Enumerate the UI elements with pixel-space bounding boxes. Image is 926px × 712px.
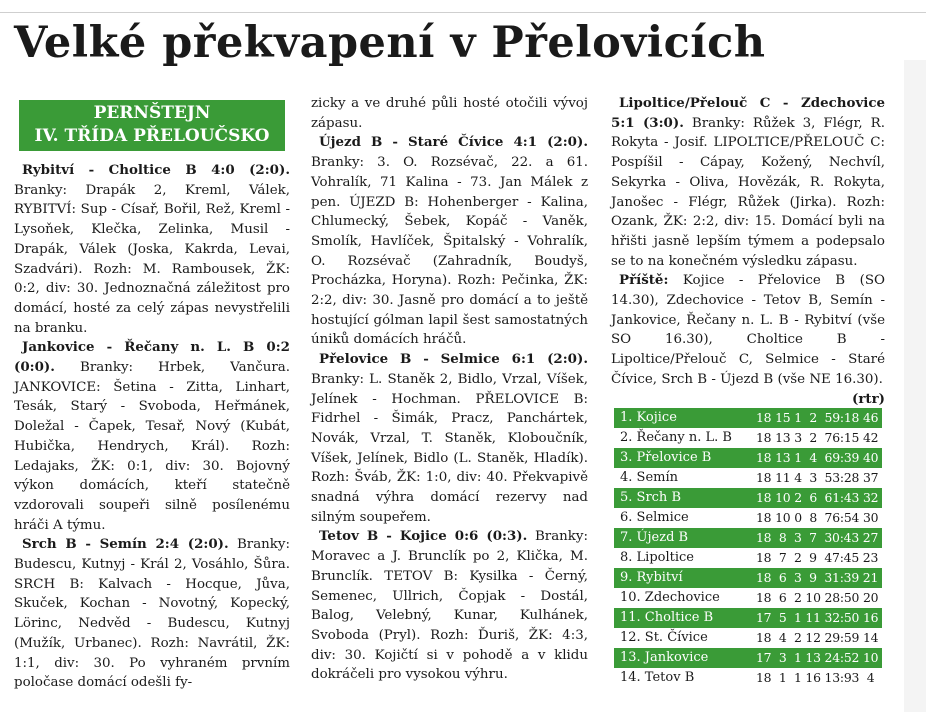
- standings-row: [614, 508, 882, 528]
- team-stats: 18 6 3 9 31:39 21: [756, 568, 882, 588]
- match-text: Branky: Budescu, Kutnyj - Král 2, Vosáhlo, Šůra. SRCH B: Kalvach - Hocque, Jůva, Skuček, Kochan - Novotný, Kopecký, Lörinc, Nedvěd - Budescu, Kutnyj (Mužík, Urbanec). Rozh: Navrátil, ŽK: 1:1, div: 30. Po vyhraném prvním poločase domácí odešli fy-: [14, 537, 290, 691]
- match-heading: Rybitví - Choltice B 4:0 (2:0).: [22, 162, 290, 178]
- team-name: 8. Lipoltice: [620, 549, 694, 565]
- match-report: [311, 350, 588, 527]
- team-stats: 18 7 2 9 47:45 23: [756, 549, 879, 565]
- column-1: [14, 94, 290, 693]
- team-stats: 18 15 1 2 59:18 46: [756, 408, 882, 428]
- banner-line-1: PERNŠTEJN: [93, 103, 211, 123]
- team-stats: 18 4 2 12 29:59 14: [756, 629, 879, 645]
- standings-row: [614, 528, 882, 548]
- match-text: zicky a ve druhé půli hosté otočili vývoj zápasu.: [311, 96, 588, 131]
- standings-row: [614, 548, 882, 568]
- match-text: Branky: 3. O. Rozsévač, 22. a 61. Vohralík, 71 Kalina - 73. Jan Málek z pen. ÚJEZD B: Hohenberger - Kalina, Chlumecký, Šebek, Kopáč - Vaněk, Smolík, Havlíček, Špitalský - Vohralík, O. Rozsévač (Zahradník, Boudyš, Procházka, Horyna). Rozh: Pečinka, ŽK: 2:2, div: 30. Jasně pro domácí a to ještě hostující gólman lapil šest samostatných úniků domácích hráčů.: [311, 155, 588, 348]
- page-top-rule: [0, 0, 926, 13]
- team-stats: 17 5 1 11 32:50 16: [756, 608, 882, 628]
- team-name: 7. Újezd B: [614, 528, 756, 548]
- standings-row: [614, 628, 882, 648]
- standings-row: [614, 428, 882, 448]
- match-heading: Jankovice - Řečany n. L. B 0:2 (0:0).: [14, 339, 290, 376]
- standings-table: [614, 408, 882, 688]
- match-heading: Přelovice B - Selmice 6:1 (2:0).: [319, 351, 588, 368]
- match-report: [14, 535, 290, 693]
- next-round-text: Kojice - Přelovice B (SO 14.30), Zdechovice - Tetov B, Semín - Jankovice, Řečany n. L. B - Rybitví (vše SO 16.30), Choltice B - Lipoltice/Přelouč C, Selmice - Staré Čívice, Srch B - Újezd B (vše NE 16.30).: [611, 273, 885, 387]
- team-name: 5. Srch B: [614, 488, 756, 508]
- next-round-heading: Příště:: [619, 272, 669, 289]
- team-stats: 18 1 1 16 13:93 4: [756, 669, 875, 685]
- team-stats: 18 11 4 3 53:28 37: [756, 469, 879, 485]
- team-name: 12. St. Čívice: [620, 629, 708, 645]
- team-stats: 18 10 2 6 61:43 32: [756, 488, 882, 508]
- match-text: Branky: Hrbek, Vančura. JANKOVICE: Šetina - Zitta, Linhart, Tesák, Starý - Svoboda, Heřmánek, Doležal - Čapek, Tesař, Nový (Kubát, Hubička, Hendrych, Král). Rozh: Ledajaks, ŽK: 0:1, div: 30. Bojovný výkon domácích, kteří statečně vzdorovali soupeři silně posílenému hráči A týmu.: [14, 360, 290, 533]
- league-banner: [19, 100, 285, 151]
- team-name: 1. Kojice: [614, 408, 756, 428]
- team-name: 6. Selmice: [620, 509, 689, 525]
- standings-row: [614, 648, 882, 668]
- standings-row: [614, 668, 882, 688]
- team-name: 4. Semín: [620, 469, 678, 485]
- match-text: Branky: Drapák 2, Kreml, Válek, RYBITVÍ: Sup - Císař, Bořil, Rež, Kreml - Lysoňek, Klečka, Zelinka, Musil - Drapák, Válek (Joska, Kakrda, Levai, Szadvári). Rozh: M. Rambousek, ŽK: 0:2, div: 30. Jednoznačná záležitost pro domácí, hosté za celý zápas nevystřelili na branku.: [14, 182, 290, 336]
- match-report: [611, 94, 885, 271]
- column-2: [311, 94, 588, 685]
- team-name: 9. Rybitví: [614, 568, 756, 588]
- team-stats: 18 8 3 7 30:43 27: [756, 528, 882, 548]
- match-report-continued: [311, 94, 588, 133]
- team-stats: 18 6 2 10 28:50 20: [756, 589, 879, 605]
- match-text: Branky: Moravec a J. Brunclík po 2, Klička, M. Brunclík. TETOV B: Kysilka - Černý, Semenec, Ullrich, Čopjak - Dostál, Balog, Velebný, Kunar, Kulhánek, Svoboda (Pryl). Rozh: Ďuriš, ŽK: 4:3, div: 30. Kojičtí si v pohodě a v klidu dokráčeli pro vysokou výhru.: [311, 529, 588, 683]
- match-text: Branky: Růžek 3, Flégr, R. Rokyta - Josif. LIPOLTICE/PŘELOUČ C: Pospíšil - Cápay, Kožený, Nechvíl, Sekyrka - Oliva, Hovězák, R. Rokyta, Janošec - Flégr, Růžek (Jirka). Rozh: Ozank, ŽK: 2:2, div: 15. Domácí byli na hřišti jasně lepším týmem a podepsalo se to na konečném výsledku zápasu.: [611, 115, 885, 269]
- standings-row: [614, 588, 882, 608]
- author-tag: (rtr): [852, 390, 885, 407]
- team-stats: 17 3 1 13 24:52 10: [756, 648, 882, 668]
- team-stats: 18 10 0 8 76:54 30: [756, 509, 879, 525]
- match-report: [14, 161, 290, 338]
- team-stats: 18 13 1 4 69:39 40: [756, 448, 882, 468]
- match-text: Branky: L. Staněk 2, Bidlo, Vrzal, Víšek, Jelínek - Hochman. PŘELOVICE B: Fidrhel - Šimák, Pracz, Panchártek, Novák, Vrzal, T. Staněk, Kloboučník, Víšek, Jelínek, Bidlo (L. Staněk, Hladík). Rozh: Šváb, ŽK: 1:0, div: 40. Překvapivě snadná výhra domácí rezervy nad silným soupeřem.: [311, 371, 588, 525]
- match-heading: Tetov B - Kojice 0:6 (0:3).: [319, 528, 528, 545]
- team-name: 11. Choltice B: [614, 608, 756, 628]
- column-3: [611, 94, 885, 409]
- team-name: 13. Jankovice: [614, 648, 756, 668]
- match-heading: Újezd B - Staré Čívice 4:1 (2:0).: [319, 134, 588, 151]
- standings-row: [614, 568, 882, 588]
- team-name: 14. Tetov B: [620, 669, 695, 685]
- match-report: [14, 338, 290, 535]
- standings-row: [614, 488, 882, 508]
- match-report: [311, 527, 588, 685]
- standings-row: [614, 408, 882, 428]
- standings-row: [614, 468, 882, 488]
- standings-row: [614, 608, 882, 628]
- team-name: 10. Zdechovice: [620, 589, 720, 605]
- match-heading: Srch B - Semín 2:4 (2:0).: [22, 536, 229, 553]
- team-stats: 18 13 3 2 76:15 42: [756, 429, 879, 445]
- match-report: [311, 133, 588, 350]
- standings-row: [614, 448, 882, 468]
- banner-line-2: IV. TŘÍDA PŘELOUČSKO: [34, 126, 270, 146]
- page-gutter: [904, 60, 926, 712]
- match-heading: Lipoltice/Přelouč C - Zdechovice 5:1 (3:0).: [611, 95, 885, 131]
- next-round: [611, 271, 885, 407]
- article-headline: Velké překvapení v Přelovicích: [14, 18, 766, 68]
- team-name: 2. Řečany n. L. B: [620, 429, 732, 445]
- team-name: 3. Přelovice B: [614, 448, 756, 468]
